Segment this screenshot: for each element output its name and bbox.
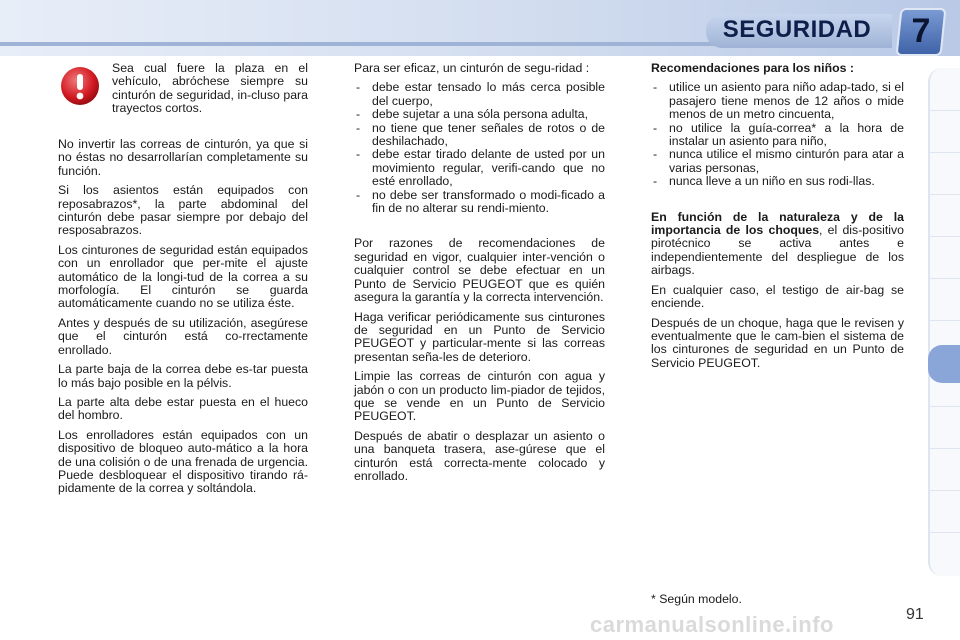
side-tab-divider	[930, 194, 960, 195]
paragraph: Antes y después de su utilización, asegúrese que el cinturón está co-rrectamente enrollado.	[58, 315, 308, 357]
footnote: * Según modelo.	[651, 592, 742, 606]
list-item: - nunca utilice el mismo cinturón para atar a varias personas,	[651, 148, 904, 175]
paragraph: Limpie las correas de cinturón con agua y jabón o con un producto lim-piador de tejidos, que se vende en un Punto de Servicio PEUGEOT.	[354, 369, 605, 424]
airbag-bold-lead: En función de la naturaleza y de la importancia de los choques	[651, 209, 904, 238]
paragraph: Los cinturones de seguridad están equipados con un enrollador que per-mite el ajuste automático de la longi-tud de la correa a su morfología. El cinturón se guarda automáticamente cuando no se utiliza éste.	[58, 242, 308, 311]
side-tab-divider	[930, 448, 960, 449]
list-item: - debe estar tirado delante de usted por un movimiento regular, verifi-cando que no esté enrollado,	[354, 148, 605, 188]
side-tab-divider	[930, 320, 960, 321]
page-number: 91	[906, 606, 924, 623]
page-title: SEGURIDAD	[722, 16, 872, 43]
side-tab-strip	[928, 68, 960, 576]
paragraph-intro: Para ser eficaz, un cinturón de segu-ridad :	[354, 61, 590, 75]
side-tab-divider	[930, 532, 960, 533]
bullet-list	[651, 81, 904, 188]
chapter-number: 7	[911, 12, 931, 50]
side-tab-divider	[930, 278, 960, 279]
column-1	[58, 138, 308, 502]
side-tab-divider	[930, 406, 960, 407]
paragraph: En cualquier caso, el testigo de air-bag se enciende.	[651, 282, 904, 311]
side-tab-divider	[930, 490, 960, 491]
column-3	[651, 62, 904, 376]
paragraph: Los enrolladores están equipados con un dispositivo de bloqueo auto-mático a la hora de una colisión o de una frenada de urgencia. Puede desbloquear el dispositivo tirando rá-pidamente de la correa y soltándola.	[58, 427, 308, 496]
column-2	[354, 62, 605, 489]
paragraph: Haga verificar periódicamente sus cinturones de seguridad en un Punto de Servicio PEUGEOT y particular-mente si las correas presentan seña-les de deterioro.	[354, 309, 605, 364]
side-tab-active	[928, 345, 960, 383]
list-item: - debe sujetar a una sóla persona adulta,	[354, 108, 605, 121]
airbag-text: , el dis-positivo pirotécnico se activa antes e independientemente del despliegue de los airbags.	[651, 223, 904, 278]
paragraph: Después de un choque, haga que le revisen y eventualmente que le cam-bien el sistema de los cinturones de seguridad en un Punto de Servicio PEUGEOT.	[651, 315, 904, 370]
airbag-paragraph	[651, 211, 904, 278]
paragraph: No invertir las correas de cinturón, ya que si no éstas no desarrollarían completamente su función.	[58, 137, 308, 178]
list-item: - debe estar tensado lo más cerca posible del cuerpo,	[354, 81, 605, 108]
list-item: - nunca lleve a un niño en sus rodi-llas.	[651, 175, 904, 188]
warning-text: Sea cual fuere la plaza en el vehículo, abróchese siempre su cinturón de seguridad, in-cluso para trayectos cortos.	[112, 61, 308, 116]
section-heading: Recomendaciones para los niños :	[651, 61, 854, 75]
warning-text-block	[112, 62, 308, 122]
watermark: carmanualsonline.info	[590, 612, 834, 637]
side-tab-divider	[930, 152, 960, 153]
bullet-list	[354, 81, 605, 215]
paragraph: La parte alta debe estar puesta en el hueco del hombro.	[58, 394, 308, 423]
paragraph: Por razones de recomendaciones de seguridad en vigor, cualquier inter-vención o cualquier control se debe efectuar en un Punto de Servicio PEUGEOT que es quién asegura la garantía y la correcta intervención.	[354, 236, 605, 305]
list-item: - utilice un asiento para niño adap-tado, si el pasajero tiene menos de 12 años o mide menos de un metro cincuenta,	[651, 81, 904, 121]
list-item: - no debe ser transformado o modi-ficado a fin de no alterar su rendi-miento.	[354, 189, 605, 216]
paragraph: La parte baja de la correa debe es-tar puesta lo más bajo posible en la pélvis.	[58, 362, 308, 390]
warning-icon	[60, 66, 100, 106]
paragraph: Después de abatir o desplazar un asiento o una banqueta trasera, ase-gúrese que el cinturón está correcta-mente colocado y enrollado.	[354, 428, 605, 483]
paragraph: Si los asientos están equipados con reposabrazos*, la parte abdominal del cinturón debe pasar siempre por debajo del resposabrazos.	[58, 183, 308, 238]
list-item: - no tiene que tener señales de rotos o de deshilachado,	[354, 122, 605, 149]
side-tab-divider	[930, 236, 960, 237]
side-tab-divider	[930, 110, 960, 111]
list-item: - no utilice la guía-correa* a la hora de instalar un asiento para niño,	[651, 122, 904, 149]
